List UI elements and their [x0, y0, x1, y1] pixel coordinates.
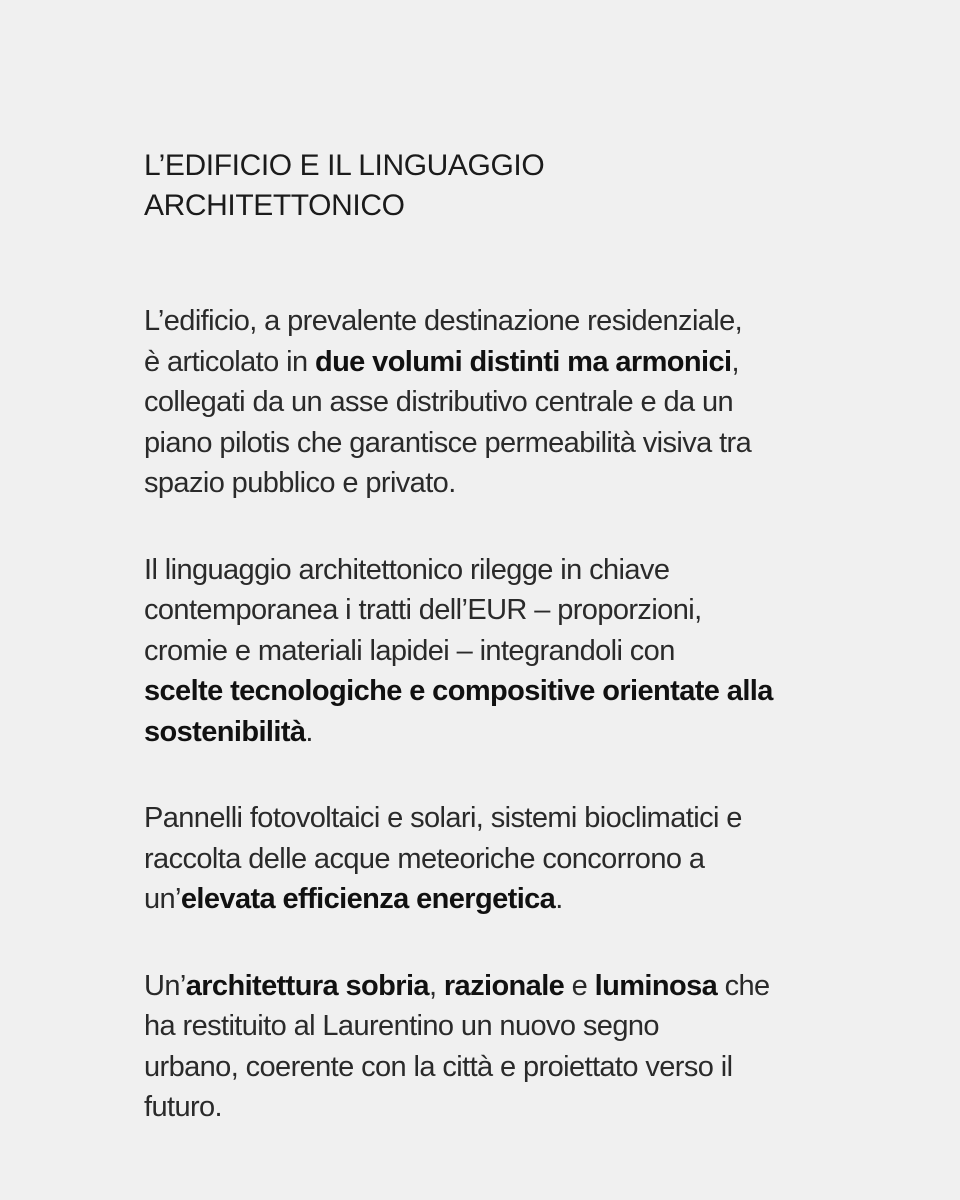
- text-run: ha restituito al Laurentino un nuovo segno: [144, 1010, 659, 1042]
- paragraph-line: [144, 301, 864, 342]
- page-title: [144, 146, 844, 226]
- emphasis-text: due volumi distinti ma armonici: [314, 345, 732, 378]
- text-run: ,: [428, 969, 444, 1002]
- paragraph-2: [144, 550, 864, 753]
- emphasis-text: razionale: [443, 969, 565, 1002]
- text-run: collegati da un asse distributivo centrale e da un: [144, 386, 734, 418]
- text-run: è articolato in: [144, 345, 315, 378]
- text-run: che: [717, 969, 770, 1002]
- paragraph-line: [144, 798, 864, 839]
- text-run: contemporanea i tratti dell’EUR – proporzioni,: [144, 594, 702, 626]
- paragraph-line: [144, 1087, 864, 1128]
- text-run: urbano, coerente con la città e proiettato verso il: [144, 1050, 733, 1083]
- paragraph-line: [144, 1006, 864, 1047]
- paragraph-line: [144, 966, 864, 1007]
- text-run: e: [564, 969, 595, 1002]
- paragraph-line: [144, 342, 864, 383]
- paragraph-line: [144, 839, 864, 880]
- text-run: .: [555, 883, 563, 915]
- text-run: Pannelli fotovoltaici e solari, sistemi bioclimatici e: [144, 802, 742, 834]
- text-run: Un’: [144, 969, 186, 1002]
- title-line-1: L’EDIFICIO E IL LINGUAGGIO: [144, 149, 545, 182]
- paragraph-4: [144, 966, 864, 1128]
- text-run: raccolta delle acque meteoriche concorrono a: [144, 842, 705, 875]
- emphasis-text: sostenibilità: [144, 715, 306, 748]
- paragraph-line: [144, 671, 864, 712]
- text-run: Il linguaggio architettonico rilegge in chiave: [144, 553, 670, 586]
- paragraph-line: [144, 382, 864, 423]
- emphasis-text: luminosa: [594, 969, 718, 1002]
- paragraph-line: [144, 712, 864, 753]
- paragraph-line: [144, 879, 864, 920]
- emphasis-text: elevata efficienza energetica: [180, 883, 556, 915]
- title-line-2: ARCHITETTONICO: [144, 189, 405, 222]
- paragraph-line: [144, 463, 864, 504]
- paragraph-line: [144, 590, 864, 631]
- paragraph-line: [144, 550, 864, 591]
- paragraph-line: [144, 423, 864, 464]
- emphasis-text: architettura sobria: [185, 969, 429, 1002]
- paragraph-3: [144, 798, 864, 920]
- text-run: un’: [144, 883, 181, 915]
- paragraph-line: [144, 631, 864, 672]
- emphasis-text: scelte tecnologiche e compositive orientate alla: [144, 675, 773, 707]
- text-run: futuro.: [144, 1091, 223, 1123]
- text-run: ,: [731, 345, 739, 378]
- text-run: .: [305, 715, 313, 748]
- paragraph-1: [144, 301, 864, 504]
- text-run: cromie e materiali lapidei – integrandoli con: [144, 634, 675, 667]
- body-text: [144, 301, 864, 1174]
- text-run: L’edificio, a prevalente destinazione residenziale,: [144, 305, 743, 337]
- text-run: piano pilotis che garantisce permeabilità visiva tra: [144, 426, 752, 459]
- text-run: spazio pubblico e privato.: [144, 467, 456, 499]
- paragraph-line: [144, 1047, 864, 1088]
